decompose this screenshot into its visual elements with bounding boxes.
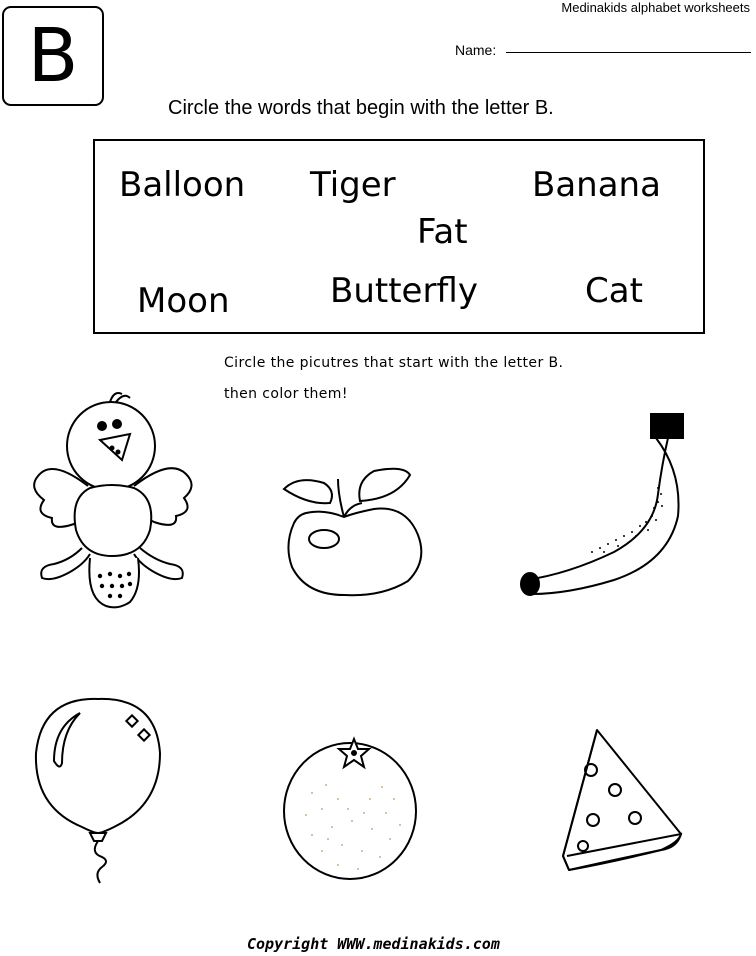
picture-instruction: [224, 348, 563, 410]
bird-icon[interactable]: [30, 388, 200, 613]
apple-icon[interactable]: [278, 465, 428, 600]
word-balloon[interactable]: Balloon: [119, 165, 246, 205]
picture-instruction-line1: Circle the picutres that start with the letter B.: [224, 355, 564, 371]
word-box: [93, 139, 705, 334]
word-tiger[interactable]: Tiger: [310, 165, 396, 205]
word-banana[interactable]: Banana: [532, 165, 661, 205]
balloon-icon[interactable]: [32, 697, 167, 887]
word-moon[interactable]: Moon: [137, 281, 230, 321]
word-cat[interactable]: Cat: [585, 271, 643, 311]
orange-icon[interactable]: [282, 733, 422, 883]
word-butterfly[interactable]: Butterfly: [330, 271, 478, 311]
letter-box: [2, 6, 104, 106]
site-title: Medinakids alphabet worksheets: [561, 0, 750, 15]
banana-icon[interactable]: [518, 412, 698, 602]
word-fat[interactable]: Fat: [417, 212, 468, 252]
name-field-line[interactable]: [506, 52, 751, 53]
picture-instruction-line2: then color them!: [224, 386, 348, 402]
letter-b: B: [27, 13, 79, 99]
pizza-slice-icon[interactable]: [553, 724, 693, 874]
name-label: Name:: [455, 42, 497, 58]
copyright-footer: Copyright WWW.medinakids.com: [247, 935, 500, 953]
word-instruction: Circle the words that begin with the letter B.: [168, 97, 554, 119]
